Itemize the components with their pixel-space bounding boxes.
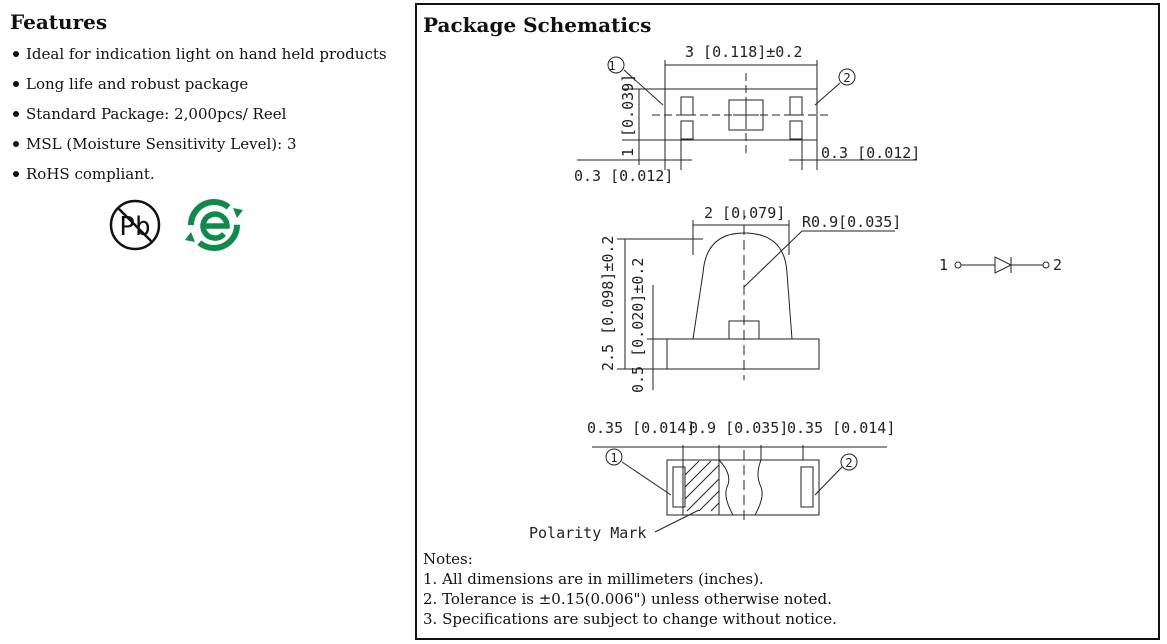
dim-total-height-label: 2.5 [0.098]±0.2 xyxy=(599,235,617,371)
bullet-icon xyxy=(13,141,19,147)
compliance-icons xyxy=(105,196,255,256)
bullet-icon xyxy=(13,111,19,117)
bottom-pin1-label: 1 xyxy=(610,451,618,465)
list-item: MSL (Moisture Sensitivity Level): 3 xyxy=(10,134,405,164)
schematics-title: Package Schematics xyxy=(423,13,652,37)
dim-base-height-label: 0.5 [0.020]±0.2 xyxy=(629,257,647,393)
schematic-drawing xyxy=(417,5,1158,545)
bullet-icon xyxy=(13,81,19,87)
dim-left-pad-label: 0.3 [0.012] xyxy=(574,167,674,185)
bottom-pin2-label: 2 xyxy=(845,456,853,470)
package-schematics-panel xyxy=(415,3,1160,640)
diode-symbol xyxy=(955,257,1049,273)
diode-pin1-label: 1 xyxy=(939,256,949,274)
bottom-view xyxy=(592,445,887,532)
rohs-e-icon xyxy=(185,202,243,248)
dim-height-b-label: [0.039] xyxy=(619,73,637,137)
dim-width-label: 3 [0.118]±0.2 xyxy=(685,43,803,61)
features-title: Features xyxy=(10,10,108,34)
pb-free-icon xyxy=(111,201,159,249)
pin2-label: 2 xyxy=(843,71,851,85)
dim-bottom-a-label: 0.35 [0.014] xyxy=(587,419,696,437)
note-line: 2. Tolerance is ±0.15(0.006") unless otherwise noted. xyxy=(423,590,832,608)
notes-section xyxy=(423,549,837,629)
dim-bottom-c-label: 0.35 [0.014] xyxy=(787,419,896,437)
diode-pin2-label: 2 xyxy=(1053,256,1063,274)
polarity-mark-label: Polarity Mark xyxy=(529,524,647,542)
note-line: 3. Specifications are subject to change without notice. xyxy=(423,610,837,628)
list-item: RoHS compliant. xyxy=(10,164,405,194)
dim-dome-label: 2 [0.079] xyxy=(704,204,786,222)
bullet-icon xyxy=(13,51,19,57)
list-item: Long life and robust package xyxy=(10,74,405,104)
list-item: Ideal for indication light on hand held products xyxy=(10,44,405,74)
list-item: Standard Package: 2,000pcs/ Reel xyxy=(10,104,405,134)
features-list xyxy=(10,44,405,194)
note-line: 1. All dimensions are in millimeters (inches). xyxy=(423,570,764,588)
dim-right-pad-label: 0.3 [0.012] xyxy=(821,144,921,162)
polarity-mark-hatch xyxy=(685,461,719,511)
side-view xyxy=(617,210,895,390)
dim-height-a-label: 1 xyxy=(619,147,637,157)
pin1-label: 1 xyxy=(608,59,616,73)
bullet-icon xyxy=(13,171,19,177)
features-section xyxy=(10,10,405,194)
dim-bottom-b-label: 0.9 [0.035] xyxy=(689,419,789,437)
dim-radius-label: R0.9[0.035] xyxy=(802,213,902,231)
svg-text:Pb: Pb xyxy=(119,212,151,242)
notes-heading: Notes: xyxy=(423,550,473,568)
